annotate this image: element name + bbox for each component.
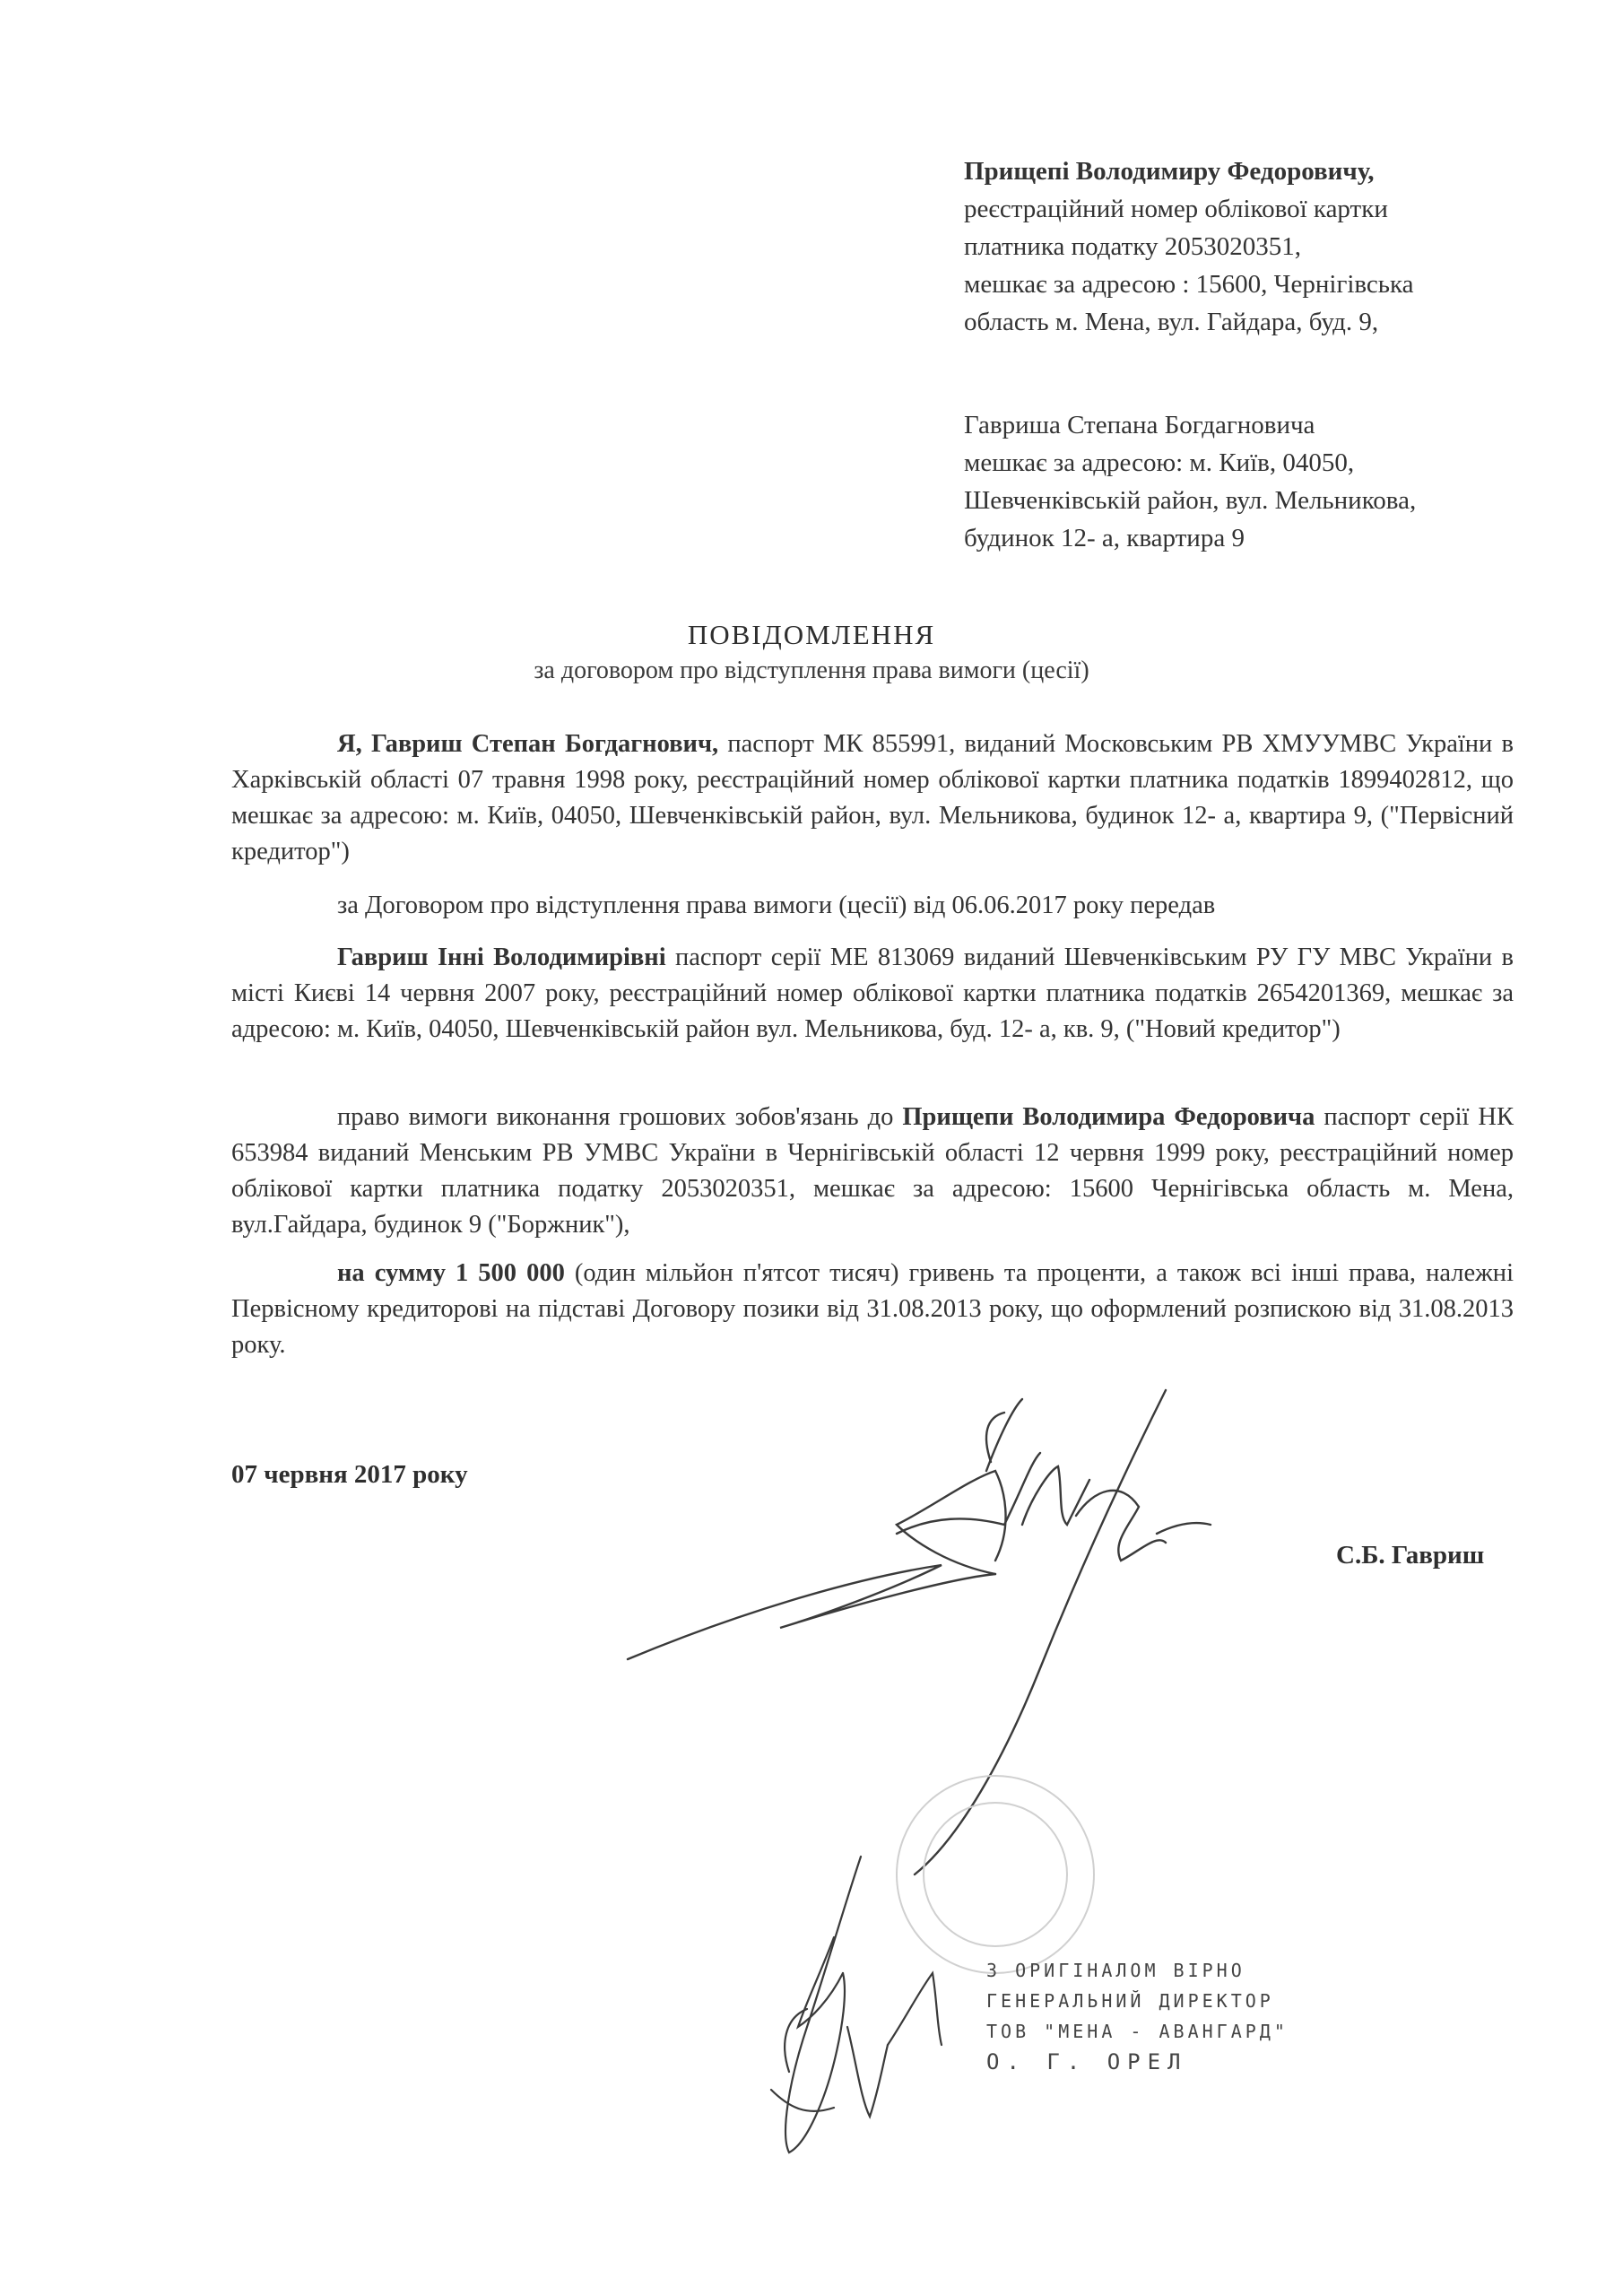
- recipient-debtor-address-block: [964, 152, 1414, 341]
- recipient-debtor-tax-label: реєстраційний номер облікової картки: [964, 195, 1388, 223]
- recipient-debtor-address-line1: мешкає за адресою : 15600, Чернігівська: [964, 270, 1414, 299]
- document-title: ПОВІДОМЛЕННЯ: [687, 619, 936, 650]
- recipient-creditor-address-block: [964, 406, 1416, 557]
- recipient-debtor-tax-number: платника податку 2053020351,: [964, 232, 1302, 261]
- debtor-intro: право вимоги виконання грошових зобов'язань до: [337, 1103, 903, 1131]
- recipient-creditor-name: Гавриша Степана Богдагновича: [964, 411, 1315, 439]
- recipient-debtor-name: Прищепі Володимиру Федоровичу,: [964, 157, 1375, 186]
- original-creditor-name: Я, Гавриш Степан Богдагнович,: [337, 730, 719, 758]
- document-date: 07 червня 2017 року: [231, 1460, 468, 1489]
- original-creditor-details: паспорт МК 855991, виданий Московським РВ ХМУУМВС України в Харківській області 07 травня 1998 року, реєстраційний номер облікової картки платника податків 1899402812, що мешкає за адресою: м. Київ, 04050, Шевченківській район, вул. Мельникова, будинок 12- а, квартира 9, ("Первісний кредитор"): [231, 730, 1514, 865]
- certification-stamp: [986, 1955, 1289, 2077]
- recipient-debtor-address-line2: область м. Мена, вул. Гайдара, буд. 9,: [964, 308, 1379, 336]
- recipient-creditor-address-line2: Шевченківській район, вул. Мельникова,: [964, 486, 1417, 515]
- signer-name: С.Б. Гавриш: [1336, 1541, 1485, 1570]
- paragraph-contract-reference: [231, 888, 1514, 924]
- signature-certification: [771, 1857, 942, 2152]
- paragraph-original-creditor: [231, 726, 1514, 870]
- paragraph-debtor: [231, 1100, 1514, 1243]
- stamp-line-company: ТОВ "МЕНА - АВАНГАРД": [986, 2021, 1289, 2042]
- stamp-line-certified: З ОРИГІНАЛОМ ВІРНО: [986, 1960, 1245, 1981]
- document-heading: [0, 619, 1623, 685]
- stamp-line-name: О. Г. ОРЕЛ: [986, 2049, 1188, 2074]
- new-creditor-name: Гавриш Інні Володимирівні: [337, 944, 666, 971]
- paragraph-new-creditor: [231, 940, 1514, 1048]
- contract-reference-text: за Договором про відступлення права вимоги (цесії) від 06.06.2017 року передав: [337, 891, 1216, 919]
- recipient-creditor-address-line3: будинок 12- а, квартира 9: [964, 524, 1245, 552]
- signature-main: [628, 1390, 1211, 1874]
- debtor-name: Прищепи Володимира Федоровича: [902, 1103, 1315, 1131]
- debtor-details: паспорт серії НК 653984 виданий Менським РВ УМВС України в Чернігівській області 12 червня 1999 року, реєстраційний номер облікової картки платника податку 2053020351, мешкає за адресою: 15600 Чернігівська область м. Мена, вул.Гайдара, будинок 9 ("Боржник"),: [231, 1103, 1514, 1239]
- paragraph-amount: [231, 1256, 1514, 1363]
- claim-amount: на сумму 1 500 000: [337, 1259, 565, 1287]
- document-subtitle: за договором про відступлення права вимоги (цесії): [534, 657, 1089, 684]
- stamp-line-position: ГЕНЕРАЛЬНИЙ ДИРЕКТОР: [986, 1990, 1274, 2012]
- recipient-creditor-address-line1: мешкає за адресою: м. Київ, 04050,: [964, 448, 1355, 477]
- stamp-impression: [897, 1776, 1094, 1973]
- new-creditor-details: паспорт серії МЕ 813069 виданий Шевченківським РУ ГУ МВС України в місті Києві 14 червня 2007 року, реєстраційний номер облікової картки платника податків 2654201369, мешкає за адресою: м. Київ, 04050, Шевченківській район вул. Мельникова, буд. 12- а, кв. 9, ("Новий кредитор"): [231, 944, 1514, 1043]
- claim-amount-details: (один мільйон п'ятсот тисяч) гривень та проценти, а також всі інші права, належні Первісному кредиторові на підставі Договору позики від 31.08.2013 року, що оформлений розпискою від 31.08.2013 року.: [231, 1259, 1514, 1359]
